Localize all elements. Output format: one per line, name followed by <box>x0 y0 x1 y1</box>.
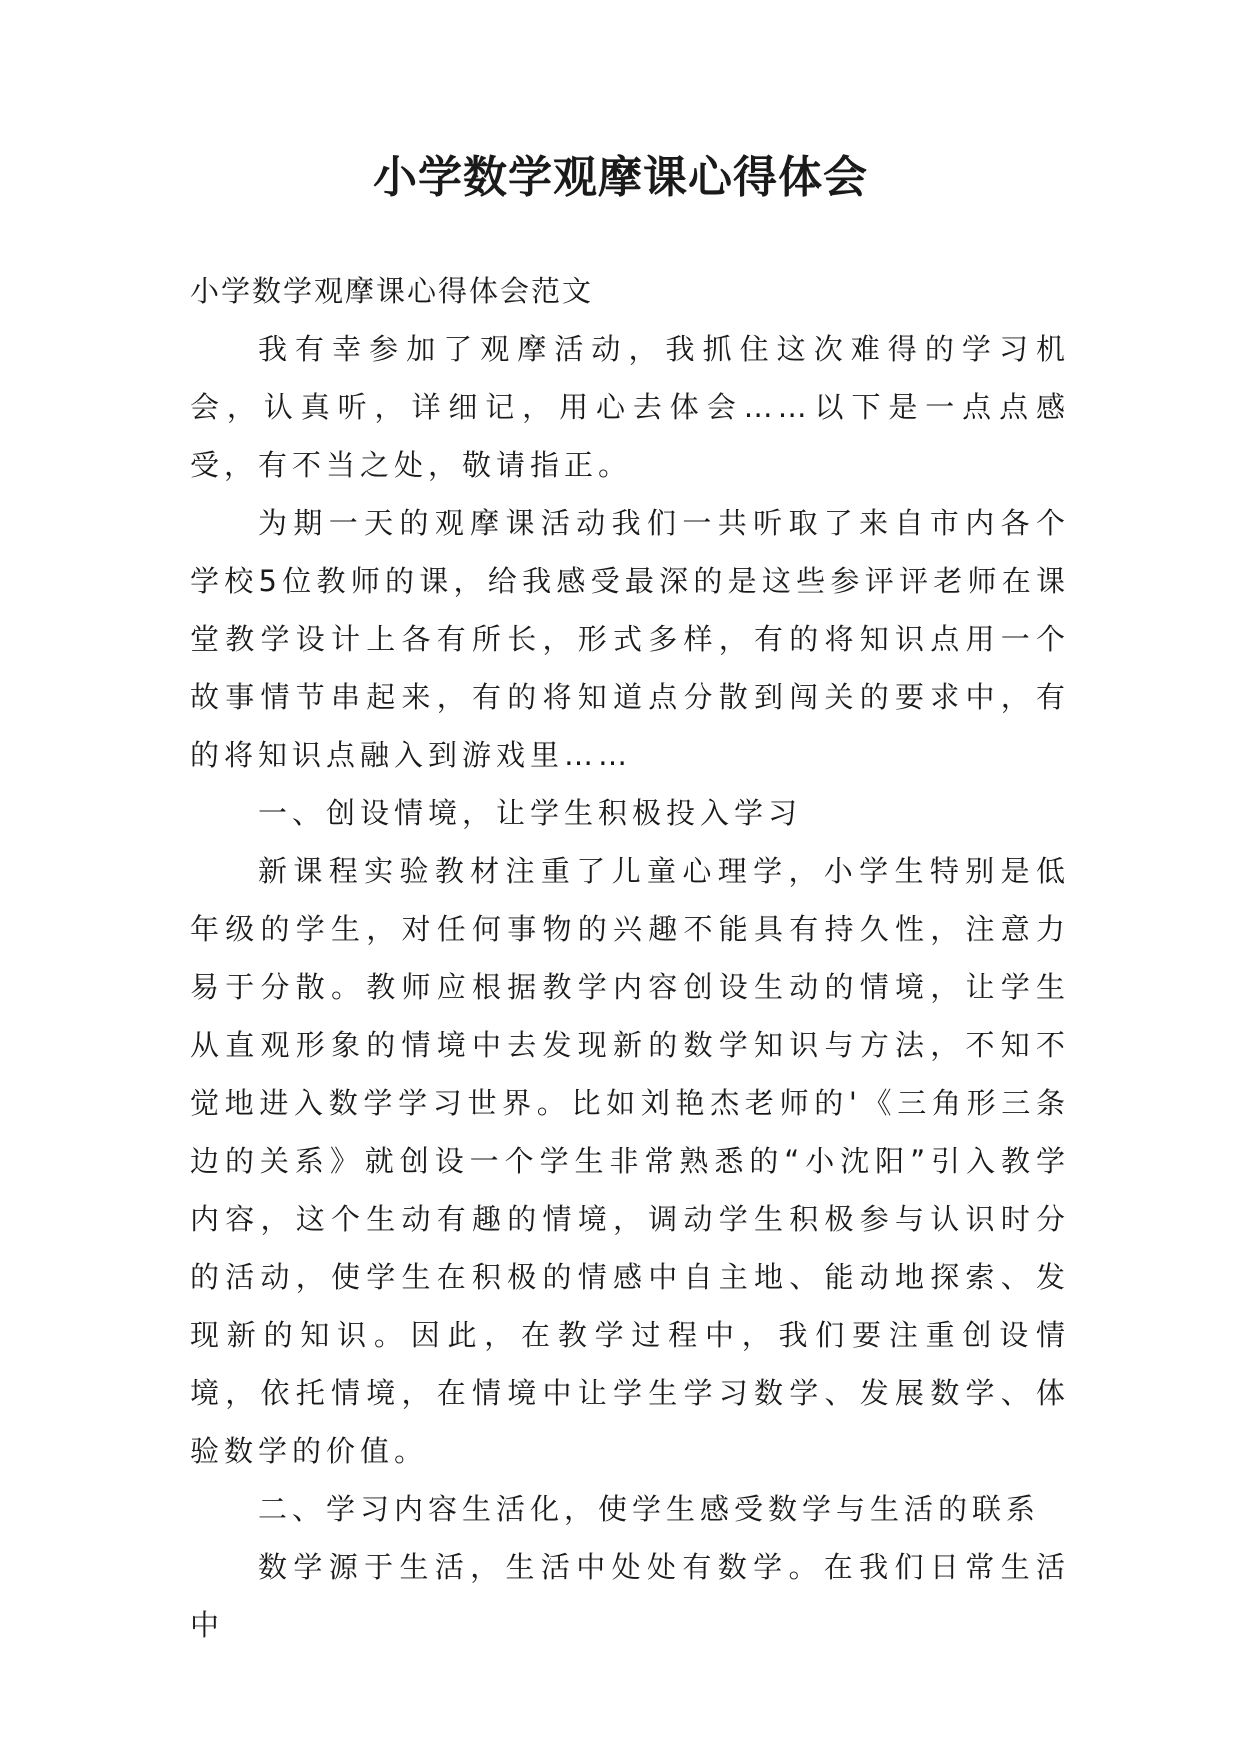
section-heading-2: 二、学习内容生活化，使学生感受数学与生活的联系 <box>258 1492 1041 1526</box>
paragraph-overview: 为期一天的观摩课活动我们一共听取了来自市内各个学校5位教师的课，给我感受最深的是这些参评评老师在课堂教学设计上各有所长，形式多样，有的将知识点用一个故事情节串起来，有的将知道点分散到闯关的要求中，有的将知识点融入到游戏里…… <box>190 506 1070 772</box>
document-subtitle: 小学数学观摩课心得体会范文 <box>190 274 594 308</box>
document-body <box>190 262 1070 1654</box>
paragraph-section-1: 新课程实验教材注重了儿童心理学，小学生特别是低年级的学生，对任何事物的兴趣不能具有持久性，注意力易于分散。教师应根据教学内容创设生动的情境，让学生从直观形象的情境中去发现新的数学知识与方法，不知不觉地进入数学学习世界。比如刘艳杰老师的'《三角形三条边的关系》就创设一个学生非常熟悉的“小沈阳”引入教学内容，这个生动有趣的情境，调动学生积极参与认识时分的活动，使学生在积极的情感中自主地、能动地探索、发现新的知识。因此，在教学过程中，我们要注重创设情境，依托情境，在情境中让学生学习数学、发展数学、体验数学的价值。 <box>190 854 1070 1468</box>
document-title: 小学数学观摩课心得体会 <box>373 152 868 203</box>
paragraph-section-2: 数学源于生活，生活中处处有数学。在我们日常生活中 <box>190 1550 1070 1642</box>
paragraph-intro: 我有幸参加了观摩活动，我抓住这次难得的学习机会，认真听，详细记，用心去体会……以下是一点点感受，有不当之处，敬请指正。 <box>190 332 1070 482</box>
section-heading-1: 一、创设情境，让学生积极投入学习 <box>258 796 803 830</box>
